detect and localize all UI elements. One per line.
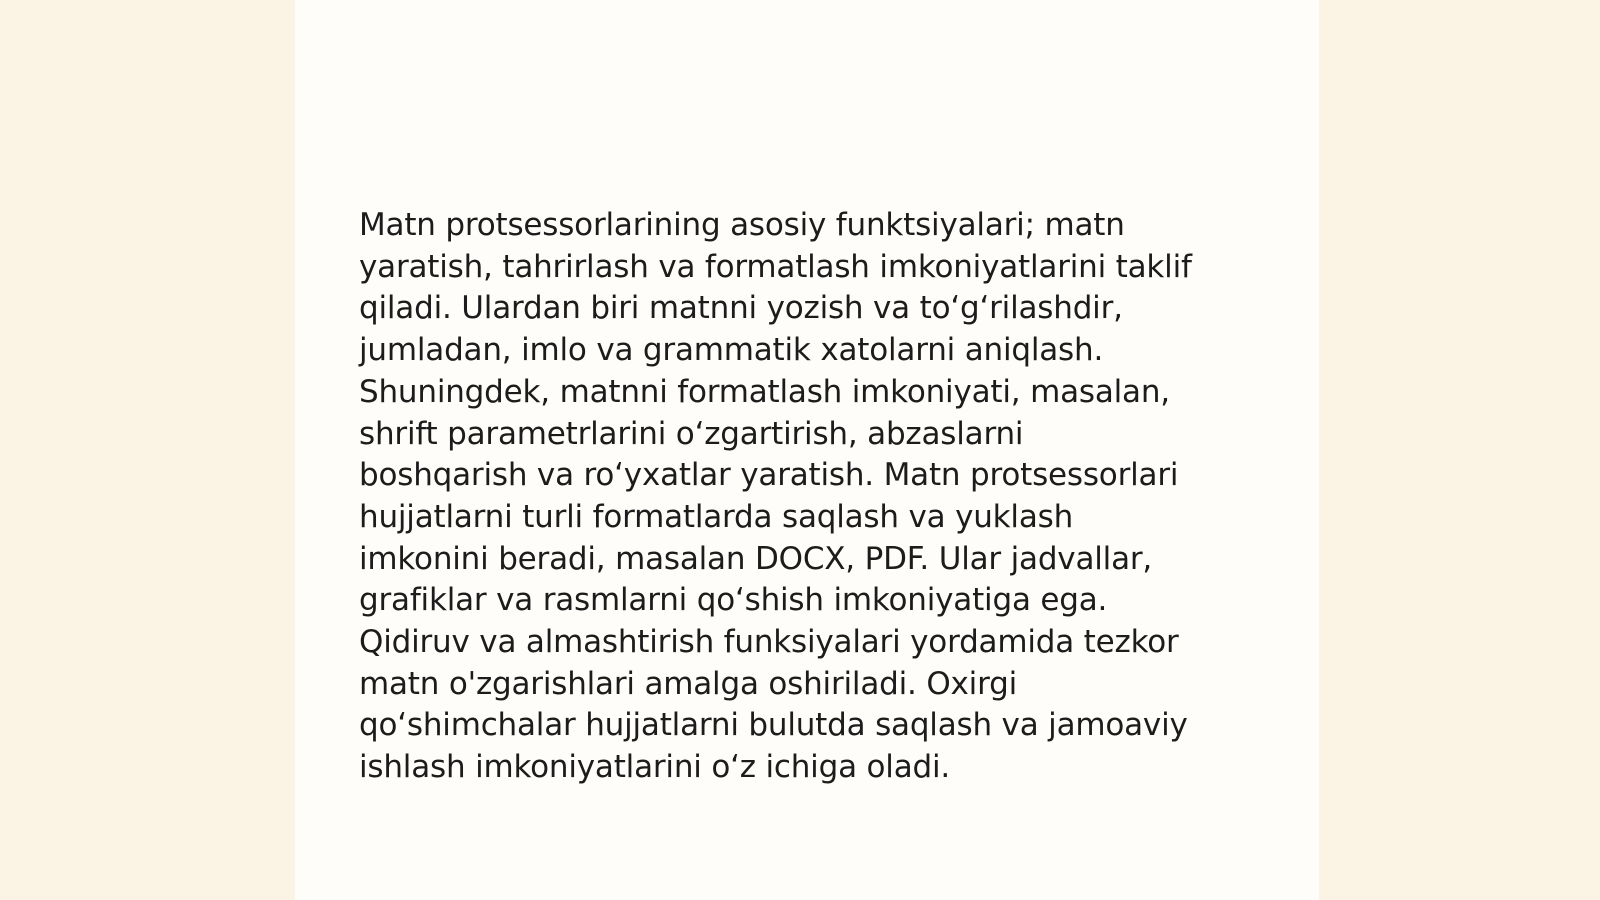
- text-line: grafiklar va rasmlarni qo‘shish imkoniyatiga ega.: [359, 582, 1108, 619]
- text-line: Qidiruv va almashtirish funksiyalari yordamida tezkor: [359, 624, 1179, 661]
- text-line: qiladi. Ulardan biri matnni yozish va to‘g‘rilashdir,: [359, 290, 1123, 327]
- text-line: imkonini beradi, masalan DOCX, PDF. Ular jadvallar,: [359, 540, 1153, 577]
- text-line: ishlash imkoniyatlarini o‘z ichiga oladi.: [359, 749, 951, 786]
- text-line: boshqarish va ro‘yxatlar yaratish. Matn protsessorlari: [359, 457, 1179, 494]
- text-line: qo‘shimchalar hujjatlarni bulutda saqlash va jamoaviy: [359, 707, 1188, 744]
- text-line: Shuningdek, matnni formatlash imkoniyati, masalan,: [359, 373, 1170, 410]
- text-line: matn o'zgarishlari amalga oshiriladi. Oxirgi: [359, 665, 1017, 702]
- text-line: shrift parametrlarini o‘zgartirish, abzaslarni: [359, 415, 1024, 452]
- text-line: jumladan, imlo va grammatik xatolarni aniqlash.: [359, 332, 1104, 369]
- body-paragraph: [359, 205, 1259, 789]
- document-page: [295, 0, 1319, 900]
- text-line: Matn protsessorlarining asosiy funktsiyalari; matn: [359, 207, 1125, 243]
- text-line: yaratish, tahrirlash va formatlash imkoniyatlarini taklif: [359, 248, 1192, 285]
- text-line: hujjatlarni turli formatlarda saqlash va yuklash: [359, 498, 1074, 535]
